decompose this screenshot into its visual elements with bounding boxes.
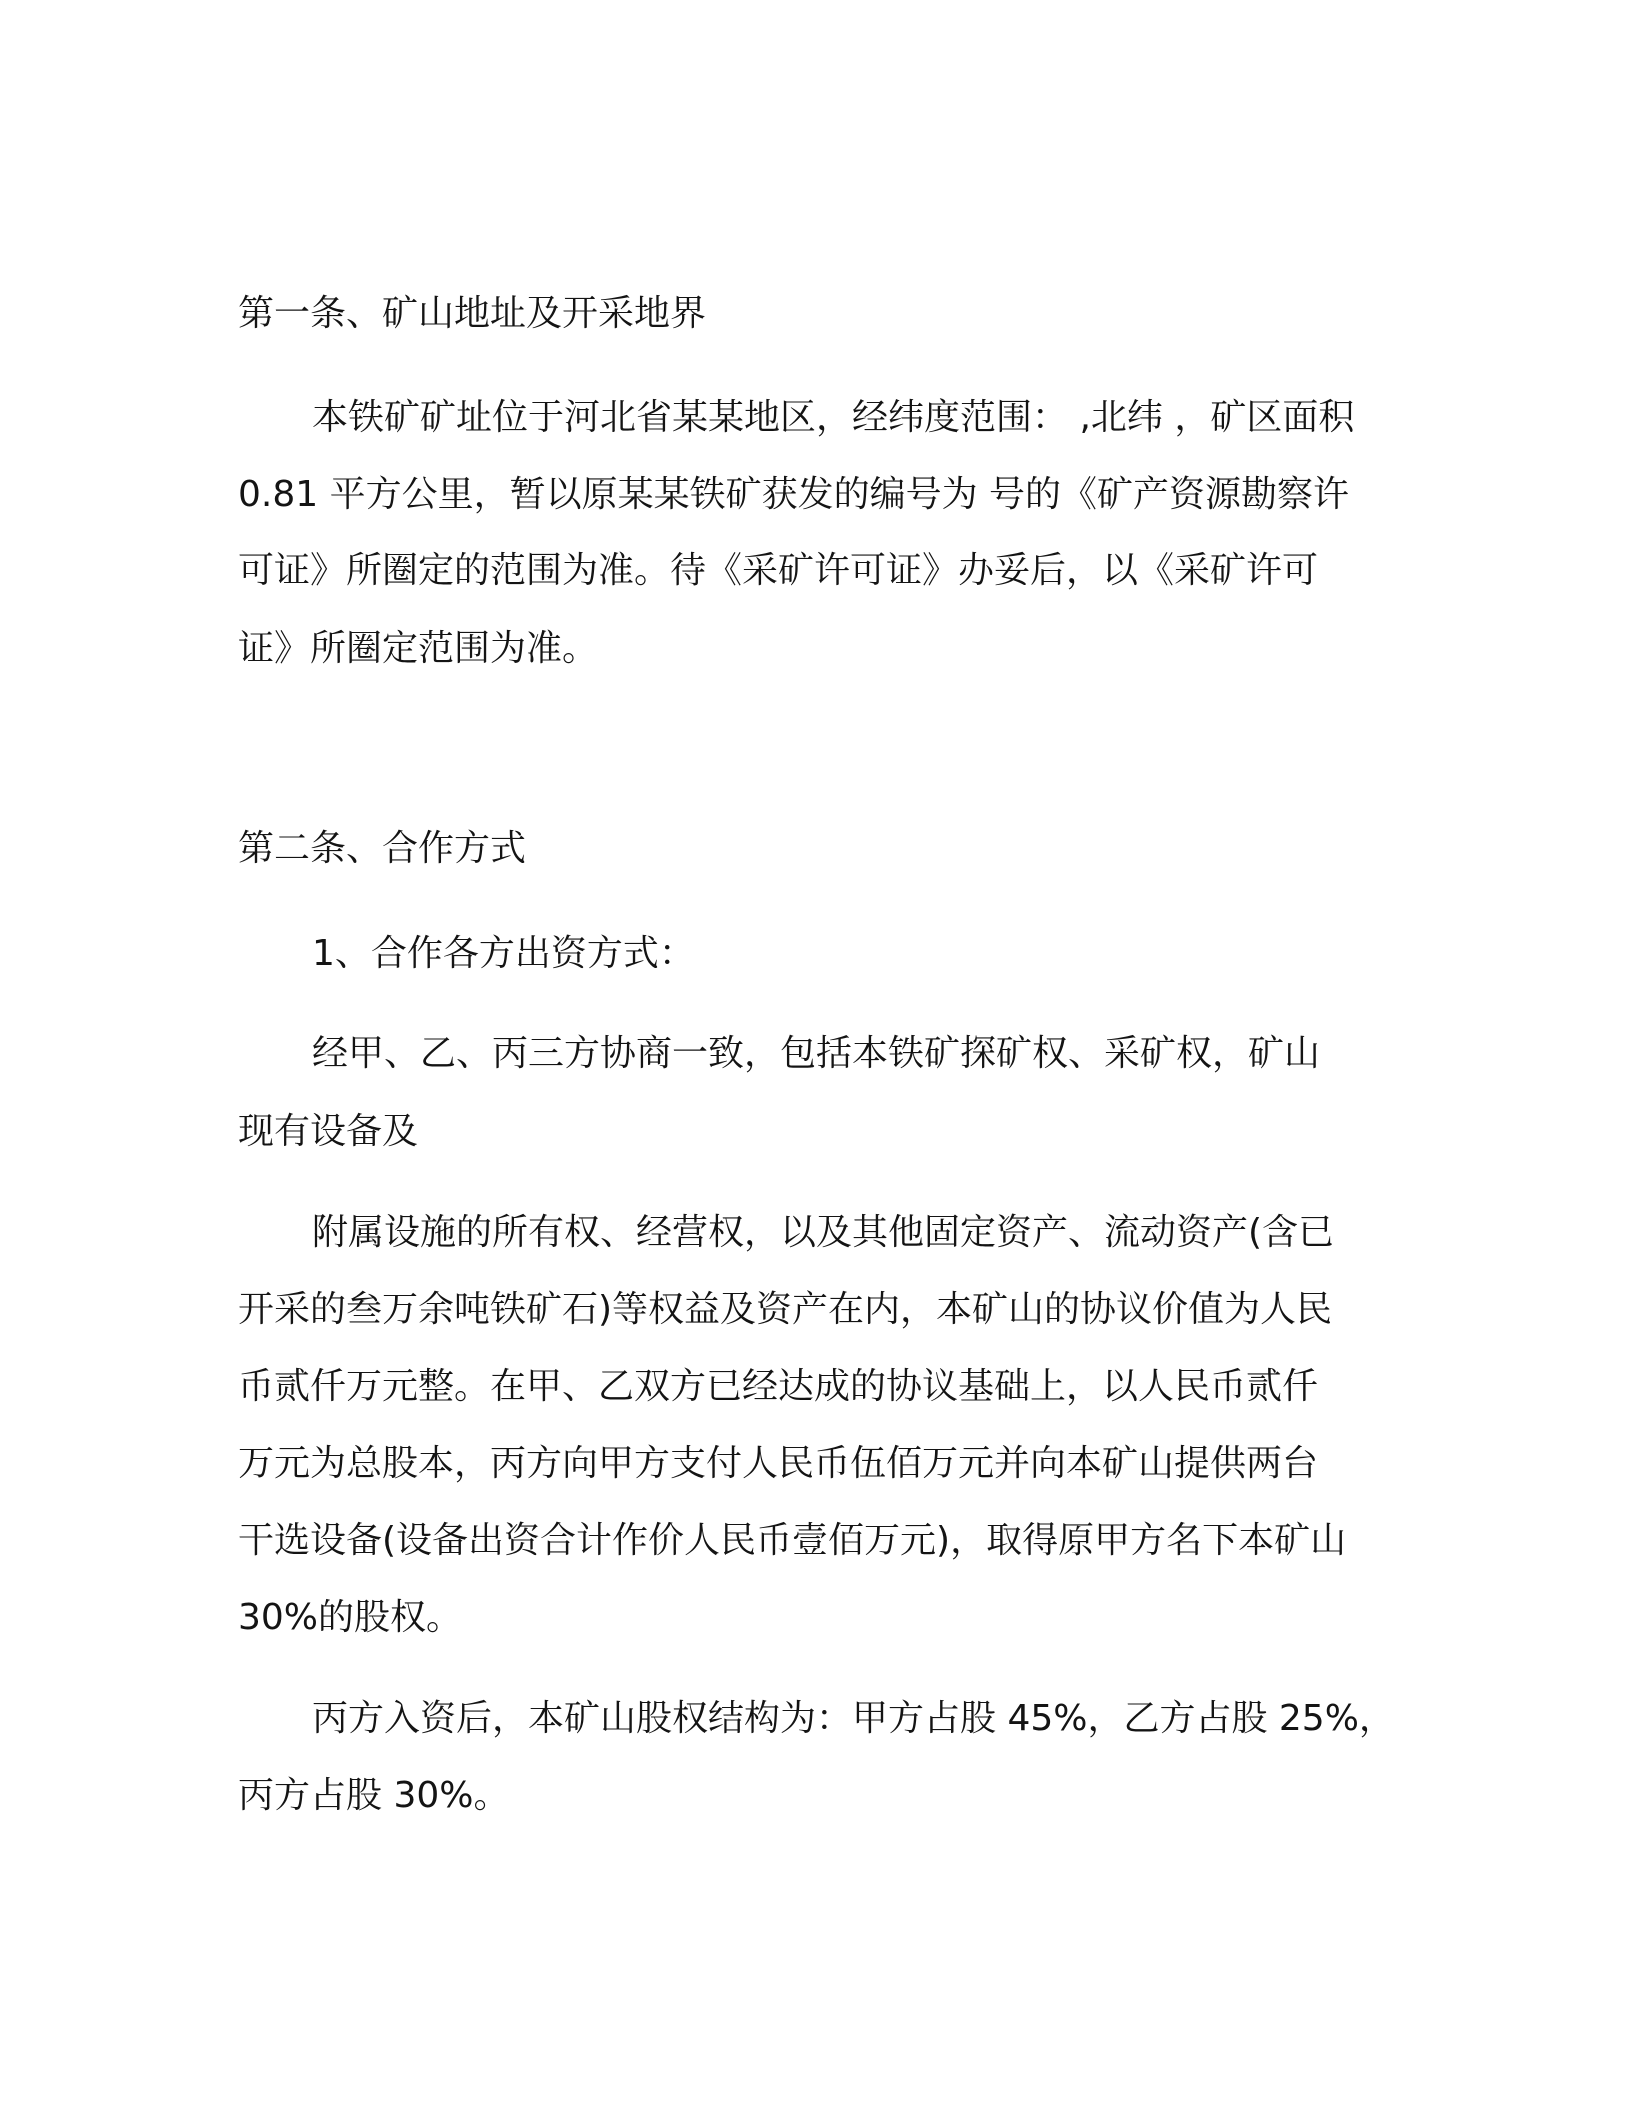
article-2-item-1-title: 1、合作各方出资方式： — [312, 933, 695, 974]
article-1-line-4: 证》所圈定范围为准。 — [238, 628, 599, 669]
article-1-line-2: 0.81 平方公里，暂以原某某铁矿获发的编号为 号的《矿产资源勘察许 — [238, 474, 1350, 515]
article-2-heading: 第二条、合作方式 — [238, 828, 527, 869]
article-2-para-2-line-3: 币贰仟万元整。在甲、乙双方已经达成的协议基础上，以人民币贰仟 — [238, 1366, 1319, 1407]
article-2-para-2-line-4: 万元为总股本，丙方向甲方支付人民币伍佰万元并向本矿山提供两台 — [238, 1443, 1319, 1484]
article-2-para-2-line-6: 30%的股权。 — [238, 1597, 463, 1638]
article-2-para-1-line-2: 现有设备及 — [238, 1111, 419, 1152]
article-2-para-2-line-2: 开采的叁万余吨铁矿石)等权益及资产在内，本矿山的协议价值为人民 — [238, 1289, 1333, 1330]
article-1-heading: 第一条、矿山地址及开采地界 — [238, 293, 707, 334]
article-1-line-1: 本铁矿矿址位于河北省某某地区，经纬度范围： ,北纬 ，矿区面积 — [312, 397, 1355, 438]
article-2-para-2-line-5: 干选设备(设备出资合计作价人民币壹佰万元)，取得原甲方名下本矿山 — [238, 1520, 1347, 1561]
article-2-para-2-line-1: 附属设施的所有权、经营权，以及其他固定资产、流动资产(含已 — [312, 1212, 1335, 1253]
article-2-para-3-line-1: 丙方入资后，本矿山股权结构为：甲方占股 45%，乙方占股 25%， — [312, 1698, 1395, 1739]
article-2-para-3-line-2: 丙方占股 30%。 — [238, 1775, 510, 1816]
article-2-para-1-line-1: 经甲、乙、丙三方协商一致，包括本铁矿探矿权、采矿权，矿山 — [312, 1033, 1321, 1074]
article-1-line-3: 可证》所圈定的范围为准。待《采矿许可证》办妥后，以《采矿许可 — [238, 550, 1319, 591]
